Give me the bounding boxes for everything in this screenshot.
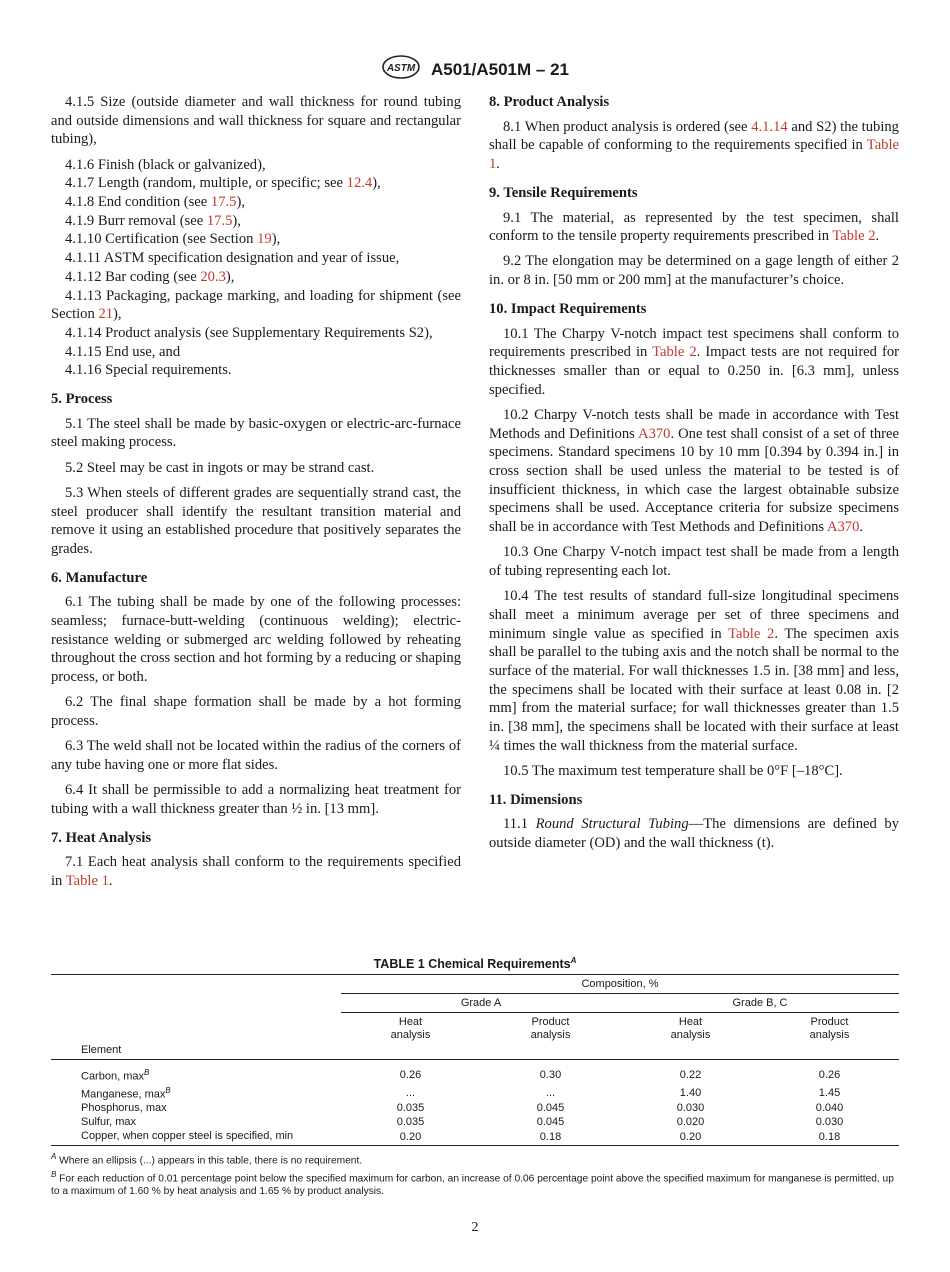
column-header: Heat analysis — [670, 1016, 711, 1042]
section-heading: 11. Dimensions — [489, 791, 583, 808]
paragraph: 10.1 The Charpy V-notch impact test specimens shall conform to requirements prescribed in Table 2. Impact tests are not required for thicknesses smaller than or equal to 0.250 in. [6.3 mm], unless specified. — [489, 325, 899, 398]
paragraph: 7.1 Each heat analysis shall conform to the requirements specified in Table 1. — [51, 854, 461, 890]
section-heading: 8. Product Analysis — [489, 94, 610, 110]
element-name: Manganese, $\max^B$ — [81, 1085, 171, 1101]
table-link[interactable]: Table 2 — [652, 344, 697, 361]
list-item: 4.1.16 Special requirements. — [65, 362, 232, 379]
table-row — [51, 1084, 899, 1102]
paragraph: 6.2 The final shape formation shall be made by a hot forming process. — [51, 694, 461, 730]
list-item: 4.1.5 Size (outside diameter and wall thickness for round tubing and outside dimensions and wall thickness for square and rectangular tubing), — [51, 94, 461, 148]
list-item: 4.1.12 Bar coding (see 20.3), — [65, 268, 235, 285]
chemical-requirements-table — [51, 956, 899, 1198]
paragraph: 5.3 When steels of different grades are sequentially strand cast, the steel producer shall identify the resultant transition material and remove it using an established procedure that positively separates the grades. — [51, 484, 461, 557]
paragraph: 10.4 The test results of standard full-size longitudinal specimens shall meet a minimum average per set of three specimens and minimum single value as specified in Table 2. The specimen axis shall be parallel to the tubing axis and the notch shall be normal to the surface of the material. For wall thicknesses 1.5 in. [38 mm] and less, the specimens shall be located with their surface at least 0.08 in. [2 mm] from the material surface; for wall thicknesses greater than 1.5 in. [38 mm], the specimens shall be located with their surface at least ¼ times the wall thickness from the material surface. — [489, 588, 900, 754]
table-cell: 0.22 — [679, 1068, 702, 1081]
paragraph: 10.5 The maximum test temperature shall be 0°F [–18°C]. — [503, 763, 843, 779]
paragraph: 10.3 One Charpy V-notch impact test shall be made from a length of tubing representing each lot. — [489, 544, 899, 579]
list-item: 4.1.13 Packaging, package marking, and loading for shipment (see Section 21), — [51, 287, 461, 323]
table-cell: 0.18 — [539, 1131, 562, 1144]
svg-text:ASTM: ASTM — [386, 63, 416, 74]
list-item: 4.1.8 End condition (see 17.5), — [65, 194, 245, 211]
table-cell: 0.26 — [818, 1068, 841, 1081]
table-cell: ... — [545, 1086, 556, 1099]
section-heading: 7. Heat Analysis — [51, 829, 152, 846]
paragraph: 6.3 The weld shall not be located within the radius of the corners of any tube having one or more flat sides. — [51, 738, 461, 773]
element-name: Sulfur, max — [81, 1116, 137, 1129]
table-cell: 0.26 — [399, 1068, 422, 1081]
section-link[interactable]: 20.3 — [200, 268, 226, 285]
table-link[interactable]: Table 2 — [728, 625, 775, 642]
list-item: 4.1.7 Length (random, multiple, or specific; see 12.4), — [65, 175, 381, 192]
standard-link[interactable]: A370 — [826, 519, 860, 536]
table-row — [51, 1101, 899, 1115]
section-link[interactable]: 19 — [257, 231, 272, 248]
element-name: Carbon, $\max^B$ — [81, 1068, 150, 1083]
section-link[interactable]: 17.5 — [206, 212, 233, 229]
composition-header: Composition, % — [341, 975, 899, 994]
table-cell: ... — [405, 1086, 416, 1099]
table-link[interactable]: Table 2 — [832, 228, 876, 245]
column-header: Product analysis — [530, 1016, 571, 1042]
paragraph: 11.1 Round Structural Tubing—The dimensions are defined by outside diameter (OD) and the wall thickness (t). — [489, 816, 899, 852]
table-cell: 1.45 — [818, 1086, 841, 1099]
table-cell: 0.30 — [539, 1068, 562, 1081]
column-header: Product analysis — [809, 1016, 850, 1042]
table-cell: 0.18 — [818, 1131, 841, 1144]
section-heading: 9. Tensile Requirements — [489, 184, 638, 201]
footnote-b: $^B$ For each reduction of 0.01 percentage point below the specified maximum for carbon, an increase of 0.06 percentage point above the specified maximum for manganese is permitted, up to a maximum of 1.60 % by heat analysis and 1.65 % by product analysis. — [51, 1169, 894, 1198]
table-cell: 0.030 — [676, 1102, 705, 1115]
document-designation: A501/A501M – 21 — [431, 59, 569, 79]
section-link[interactable]: 17.5 — [210, 194, 237, 211]
section-heading: 5. Process — [51, 391, 113, 408]
section-heading: 10. Impact Requirements — [489, 300, 647, 317]
table-cell: 0.020 — [676, 1116, 705, 1129]
section-heading: 6. Manufacture — [51, 569, 148, 586]
list-item: 4.1.15 End use, and — [65, 343, 181, 360]
table-row — [51, 1129, 899, 1146]
right-column — [489, 93, 899, 859]
footnote-a: $^A$ Where an ellipsis (...) appears in this table, there is no requirement. — [51, 1152, 363, 1167]
element-header: Element — [81, 1044, 122, 1057]
table-cell: 0.045 — [536, 1116, 565, 1129]
table-cell: 1.40 — [679, 1086, 702, 1099]
table-row — [51, 1115, 899, 1129]
table-cell: 0.040 — [815, 1102, 844, 1115]
list-item: 4.1.9 Burr removal (see 17.5), — [65, 212, 241, 229]
element-name: Phosphorus, max — [81, 1102, 167, 1115]
table-cell: 0.20 — [679, 1131, 702, 1144]
paragraph: 6.1 The tubing shall be made by one of the following processes: seamless; furnace-butt-welding (continuous welding); electric-resistance welding or submerged arc welding followed by reheating throughout the cross section and hot forming by a reducing or shaping process, or both. — [51, 594, 461, 686]
grade-a-header: Grade A — [341, 994, 621, 1013]
table-cell: 0.20 — [399, 1131, 422, 1144]
list-item: 4.1.11 ASTM specification designation and year of issue, — [65, 250, 400, 267]
table-link[interactable]: Table 1 — [489, 137, 899, 173]
table-row — [51, 1060, 899, 1084]
paragraph: 9.1 The material, as represented by the test specimen, shall conform to the tensile property requirements prescribed in Table 2. — [489, 209, 899, 245]
paragraph: 10.2 Charpy V-notch tests shall be made in accordance with Test Methods and Definitions A370. One test shall consist of a set of three specimens. Standard specimens 10 by 10 mm [0.394 by 0.394 in.] in cross section shall be used unless the material to be tested is of insufficient thickness, in which case the largest obtainable subsize specimens shall be used. Acceptance criteria for subsize specimens shall be in accordance with Test Methods and Definitions A370. — [489, 406, 899, 536]
table-cell: 0.030 — [815, 1116, 844, 1129]
list-item: 4.1.14 Product analysis (see Supplementary Requirements S2), — [65, 324, 433, 341]
grade-bc-header: Grade B, C — [621, 994, 899, 1013]
column-header: Heat analysis — [390, 1016, 431, 1042]
astm-logo-icon — [381, 54, 421, 85]
table-title: TABLE 1 Chemical Requirements$^A$ — [373, 956, 577, 972]
table-link[interactable]: Table 1 — [65, 873, 109, 890]
section-link[interactable]: 21 — [98, 306, 114, 323]
standard-link[interactable]: A370 — [638, 425, 671, 442]
section-link[interactable]: 4.1.14 — [751, 118, 788, 135]
table-cell: 0.035 — [396, 1116, 425, 1129]
paragraph: 8.1 When product analysis is ordered (see 4.1.14 and S2) the tubing shall be capable of conforming to the requirements specified in Table 1. — [489, 118, 899, 173]
left-column — [51, 93, 461, 897]
paragraph: 9.2 The elongation may be determined on a gage length of either 2 in. or 8 in. [50 mm or 200 mm] at the manufacturer’s choice. — [489, 253, 899, 289]
element-name: Copper, when copper steel is specified, min — [81, 1130, 294, 1143]
table-cell: 0.045 — [536, 1102, 565, 1115]
page-header — [0, 54, 950, 85]
paragraph: 5.1 The steel shall be made by basic-oxygen or electric-arc-furnace steel making process. — [51, 415, 461, 451]
page-number: 2 — [471, 1220, 479, 1235]
section-link[interactable]: 12.4 — [346, 175, 373, 192]
paragraph: 5.2 Steel may be cast in ingots or may be strand cast. — [65, 459, 375, 476]
paragraph: 6.4 It shall be permissible to add a normalizing heat treatment for tubing with a wall thickness greater than ½ in. [13 mm]. — [51, 782, 461, 817]
list-item: 4.1.10 Certification (see Section 19), — [65, 231, 281, 248]
table-footnotes — [51, 1150, 899, 1198]
table-cell: 0.035 — [396, 1102, 425, 1115]
list-item: 4.1.6 Finish (black or galvanized), — [65, 156, 266, 173]
